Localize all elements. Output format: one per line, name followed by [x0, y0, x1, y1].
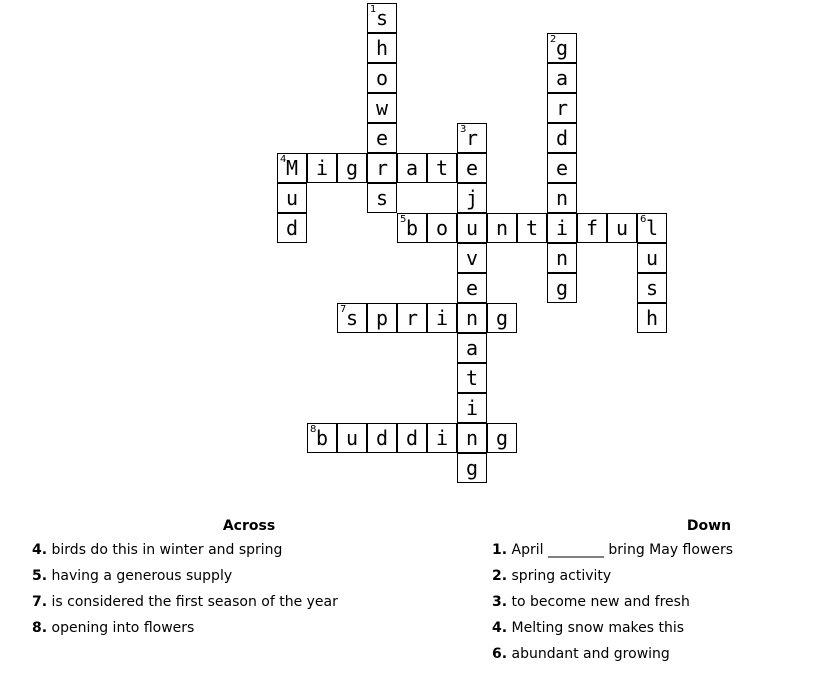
across-heading: Across — [222, 518, 276, 534]
grid-cell[interactable] — [397, 153, 427, 183]
cell-letter: a — [465, 336, 479, 360]
grid-cell[interactable] — [457, 213, 487, 243]
cell-letter: t — [465, 366, 479, 390]
cell-letter: u — [615, 216, 629, 240]
clue-down-6[interactable] — [492, 644, 792, 670]
cell-letter: r — [375, 156, 389, 180]
cell-letter: u — [345, 426, 359, 450]
clue-number: 5. — [32, 568, 48, 584]
grid-cell[interactable] — [547, 183, 577, 213]
grid-cell[interactable] — [277, 183, 307, 213]
cell-letter: s — [375, 186, 389, 210]
cell-letter: t — [525, 216, 539, 240]
grid-cell[interactable] — [547, 33, 577, 63]
grid-cell[interactable] — [337, 153, 367, 183]
cell-letter: f — [585, 216, 599, 240]
grid-cell[interactable] — [337, 303, 367, 333]
cell-letter: g — [465, 456, 479, 480]
clue-number-marker: 3 — [460, 124, 467, 135]
grid-cell[interactable] — [487, 423, 517, 453]
clue-text: spring activity — [511, 568, 612, 584]
cell-letter: n — [495, 216, 509, 240]
grid-cell[interactable] — [367, 153, 397, 183]
cell-letter: u — [285, 186, 299, 210]
grid-cell[interactable] — [367, 303, 397, 333]
grid-cell[interactable] — [457, 453, 487, 483]
clue-number: 2. — [492, 568, 508, 584]
cell-letter: g — [345, 156, 359, 180]
grid-cell[interactable] — [367, 63, 397, 93]
cell-letter: e — [465, 276, 479, 300]
cell-letter: l — [645, 216, 659, 240]
cell-letter: u — [465, 216, 479, 240]
grid-cell[interactable] — [367, 33, 397, 63]
grid-cell[interactable] — [367, 183, 397, 213]
grid-cell[interactable] — [457, 333, 487, 363]
cell-letter: M — [285, 156, 299, 180]
cell-letter: w — [375, 96, 389, 120]
grid-cell[interactable] — [547, 93, 577, 123]
clue-number-marker: 6 — [640, 214, 647, 225]
clue-number-marker: 8 — [310, 424, 317, 435]
grid-cell[interactable] — [457, 123, 487, 153]
clue-number: 7. — [32, 594, 48, 610]
grid-cell[interactable] — [547, 63, 577, 93]
clue-number: 8. — [32, 620, 48, 636]
grid-cell[interactable] — [457, 363, 487, 393]
cell-letter: e — [465, 156, 479, 180]
grid-cell[interactable] — [367, 93, 397, 123]
grid-cell[interactable] — [577, 213, 607, 243]
cell-letter: r — [405, 306, 419, 330]
grid-cell[interactable] — [427, 213, 457, 243]
cell-letter: p — [375, 306, 389, 330]
grid-cell[interactable] — [457, 393, 487, 423]
clue-across-5[interactable] — [32, 566, 462, 592]
cell-letter: n — [555, 246, 569, 270]
grid-cell[interactable] — [637, 243, 667, 273]
cell-letter: g — [495, 306, 509, 330]
cell-letter: o — [375, 66, 389, 90]
across-clues — [32, 518, 462, 644]
clue-text: April ________ bring May flowers — [511, 542, 734, 558]
clue-across-8[interactable] — [32, 618, 462, 644]
cell-letter: g — [495, 426, 509, 450]
cell-letter: s — [375, 6, 389, 30]
cell-letter: b — [315, 426, 329, 450]
clue-number-marker: 2 — [550, 34, 557, 45]
cell-letter: h — [645, 306, 659, 330]
grid-cell[interactable] — [487, 213, 517, 243]
clue-text: Melting snow makes this — [511, 620, 685, 636]
grid-cell[interactable] — [397, 423, 427, 453]
clue-number: 4. — [32, 542, 48, 558]
grid-cell[interactable] — [457, 303, 487, 333]
cell-letter: h — [375, 36, 389, 60]
grid-cell[interactable] — [277, 213, 307, 243]
grid-cell[interactable] — [547, 123, 577, 153]
clue-down-1[interactable] — [492, 540, 792, 566]
grid-cell[interactable] — [367, 3, 397, 33]
cell-letter: e — [555, 156, 569, 180]
clue-number-marker: 1 — [370, 4, 377, 15]
clue-across-7[interactable] — [32, 592, 462, 618]
grid-cell[interactable] — [427, 153, 457, 183]
cell-letter: i — [435, 306, 449, 330]
grid-cell[interactable] — [547, 213, 577, 243]
clue-text: abundant and growing — [511, 646, 670, 662]
clue-down-3[interactable] — [492, 592, 792, 618]
cell-letter: e — [375, 126, 389, 150]
clue-text: birds do this in winter and spring — [51, 542, 283, 558]
clue-text: is considered the first season of the year — [51, 594, 338, 610]
grid-cell[interactable] — [367, 423, 397, 453]
cell-letter: r — [465, 126, 479, 150]
grid-cell[interactable] — [637, 273, 667, 303]
clue-across-4[interactable] — [32, 540, 462, 566]
grid-cell[interactable] — [457, 273, 487, 303]
grid-cell[interactable] — [397, 303, 427, 333]
cell-letter: i — [315, 156, 329, 180]
clue-number-marker: 4 — [280, 154, 287, 165]
clue-number: 3. — [492, 594, 508, 610]
cell-letter: v — [465, 246, 479, 270]
grid-cell[interactable] — [607, 213, 637, 243]
cell-letter: i — [465, 396, 479, 420]
cell-letter: u — [645, 246, 659, 270]
grid-cell[interactable] — [307, 423, 337, 453]
grid-cell[interactable] — [337, 423, 367, 453]
grid-cell[interactable] — [487, 303, 517, 333]
clue-number: 6. — [492, 646, 508, 662]
cell-letter: n — [465, 426, 479, 450]
grid-cell[interactable] — [397, 213, 427, 243]
grid-cell[interactable] — [457, 153, 487, 183]
grid-cell[interactable] — [427, 423, 457, 453]
clue-text: having a generous supply — [51, 568, 233, 584]
grid-cell[interactable] — [367, 123, 397, 153]
grid-cell[interactable] — [547, 243, 577, 273]
down-heading: Down — [686, 518, 732, 534]
clue-number-marker: 5 — [400, 214, 407, 225]
clue-text: opening into flowers — [51, 620, 195, 636]
grid-cell[interactable] — [277, 153, 307, 183]
cell-letter: a — [555, 66, 569, 90]
clue-number: 1. — [492, 542, 508, 558]
clue-down-4[interactable] — [492, 618, 792, 644]
cell-letter: s — [645, 276, 659, 300]
cell-letter: i — [435, 426, 449, 450]
cell-letter: n — [465, 306, 479, 330]
cell-letter: d — [405, 426, 419, 450]
cell-letter: g — [555, 276, 569, 300]
down-clues — [492, 518, 792, 670]
cell-letter: r — [555, 96, 569, 120]
grid-cell[interactable] — [457, 183, 487, 213]
grid-cell[interactable] — [457, 423, 487, 453]
grid-cell[interactable] — [457, 243, 487, 273]
clue-number: 4. — [492, 620, 508, 636]
cell-letter: a — [405, 156, 419, 180]
cell-letter: d — [555, 126, 569, 150]
clue-number-marker: 7 — [340, 304, 347, 315]
clue-down-2[interactable] — [492, 566, 792, 592]
grid-cell[interactable] — [637, 213, 667, 243]
cell-letter: i — [555, 216, 569, 240]
grid-cell[interactable] — [517, 213, 547, 243]
cell-letter: s — [345, 306, 359, 330]
clue-text: to become new and fresh — [511, 594, 690, 610]
cell-letter: g — [555, 36, 569, 60]
grid-cell[interactable] — [637, 303, 667, 333]
cell-letter: j — [465, 186, 479, 210]
cell-letter: n — [555, 186, 569, 210]
cell-letter: d — [285, 216, 299, 240]
grid-cell[interactable] — [547, 273, 577, 303]
cell-letter: o — [435, 216, 449, 240]
grid-cell[interactable] — [547, 153, 577, 183]
cell-letter: b — [405, 216, 419, 240]
grid-cell[interactable] — [427, 303, 457, 333]
grid-cell[interactable] — [307, 153, 337, 183]
cell-letter: d — [375, 426, 389, 450]
cell-letter: t — [435, 156, 449, 180]
